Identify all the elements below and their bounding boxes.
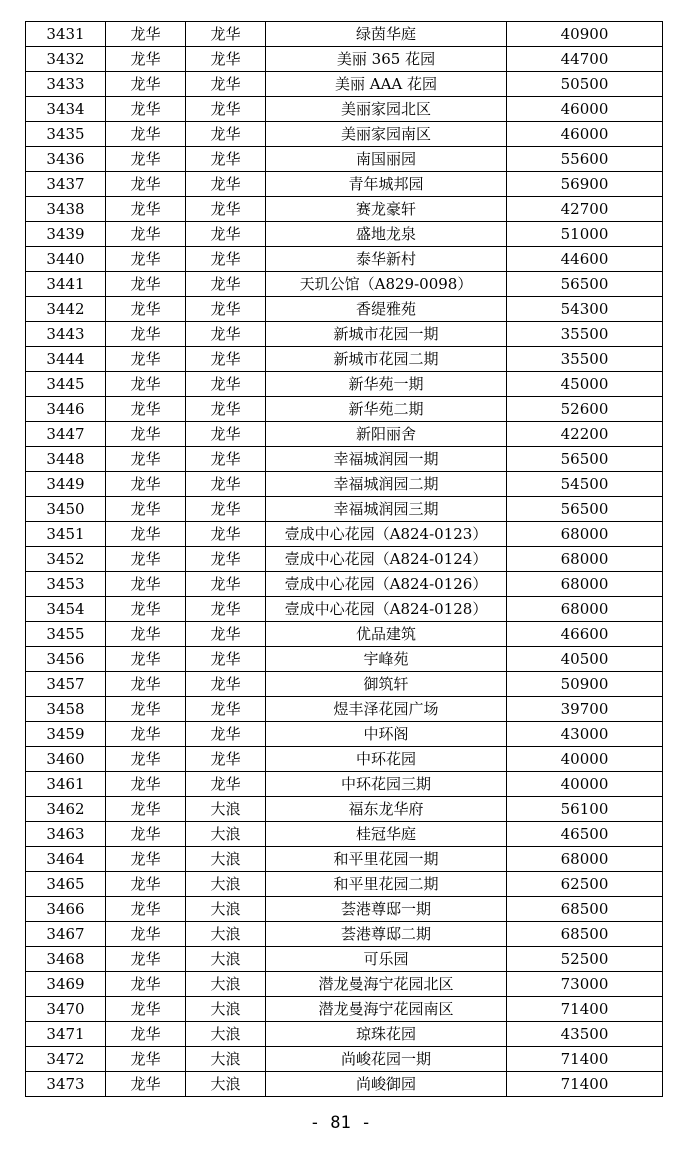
- street-cell: 龙华: [186, 622, 266, 647]
- street-cell: 大浪: [186, 1022, 266, 1047]
- table-row: [26, 722, 663, 747]
- reference-price-cell: 68500: [507, 922, 663, 947]
- community-name-cell: 和平里花园二期: [266, 872, 507, 897]
- district-cell: 龙华: [106, 947, 186, 972]
- district-cell: 龙华: [106, 897, 186, 922]
- reference-price-cell: 54500: [507, 472, 663, 497]
- serial-number-cell: 3435: [26, 122, 106, 147]
- table-row: [26, 572, 663, 597]
- community-name-cell: 盛地龙泉: [266, 222, 507, 247]
- table-row: [26, 697, 663, 722]
- community-name-cell: 香缇雅苑: [266, 297, 507, 322]
- reference-price-cell: 71400: [507, 1047, 663, 1072]
- table-row: [26, 72, 663, 97]
- reference-price-cell: 62500: [507, 872, 663, 897]
- table-row: [26, 972, 663, 997]
- serial-number-cell: 3469: [26, 972, 106, 997]
- community-name-cell: 赛龙豪轩: [266, 197, 507, 222]
- table-row: [26, 222, 663, 247]
- community-name-cell: 桂冠华庭: [266, 822, 507, 847]
- serial-number-cell: 3437: [26, 172, 106, 197]
- reference-price-cell: 56500: [507, 272, 663, 297]
- serial-number-cell: 3439: [26, 222, 106, 247]
- serial-number-cell: 3464: [26, 847, 106, 872]
- street-cell: 龙华: [186, 597, 266, 622]
- street-cell: 龙华: [186, 272, 266, 297]
- district-cell: 龙华: [106, 272, 186, 297]
- table-row: [26, 272, 663, 297]
- table-row: [26, 772, 663, 797]
- district-cell: 龙华: [106, 697, 186, 722]
- street-cell: 大浪: [186, 797, 266, 822]
- serial-number-cell: 3468: [26, 947, 106, 972]
- community-name-cell: 美丽家园南区: [266, 122, 507, 147]
- community-name-cell: 新华苑一期: [266, 372, 507, 397]
- district-cell: 龙华: [106, 422, 186, 447]
- serial-number-cell: 3452: [26, 547, 106, 572]
- street-cell: 龙华: [186, 547, 266, 572]
- district-cell: 龙华: [106, 122, 186, 147]
- serial-number-cell: 3470: [26, 997, 106, 1022]
- district-cell: 龙华: [106, 622, 186, 647]
- district-cell: 龙华: [106, 972, 186, 997]
- street-cell: 大浪: [186, 847, 266, 872]
- district-cell: 龙华: [106, 872, 186, 897]
- serial-number-cell: 3451: [26, 522, 106, 547]
- community-name-cell: 琼珠花园: [266, 1022, 507, 1047]
- reference-price-cell: 56900: [507, 172, 663, 197]
- street-cell: 大浪: [186, 897, 266, 922]
- district-cell: 龙华: [106, 397, 186, 422]
- community-name-cell: 中环阁: [266, 722, 507, 747]
- serial-number-cell: 3444: [26, 347, 106, 372]
- street-cell: 龙华: [186, 572, 266, 597]
- reference-price-cell: 46000: [507, 97, 663, 122]
- district-cell: 龙华: [106, 347, 186, 372]
- serial-number-cell: 3458: [26, 697, 106, 722]
- table-row: [26, 322, 663, 347]
- community-name-cell: 福东龙华府: [266, 797, 507, 822]
- district-cell: 龙华: [106, 1022, 186, 1047]
- street-cell: 龙华: [186, 97, 266, 122]
- community-name-cell: 中环花园三期: [266, 772, 507, 797]
- reference-price-cell: 68000: [507, 847, 663, 872]
- table-row: [26, 397, 663, 422]
- street-cell: 龙华: [186, 647, 266, 672]
- district-cell: 龙华: [106, 197, 186, 222]
- district-cell: 龙华: [106, 522, 186, 547]
- table-row: [26, 672, 663, 697]
- reference-price-cell: 73000: [507, 972, 663, 997]
- street-cell: 龙华: [186, 697, 266, 722]
- street-cell: 龙华: [186, 497, 266, 522]
- community-name-cell: 可乐园: [266, 947, 507, 972]
- district-cell: 龙华: [106, 97, 186, 122]
- street-cell: 龙华: [186, 372, 266, 397]
- table-row: [26, 597, 663, 622]
- community-name-cell: 绿茵华庭: [266, 22, 507, 47]
- reference-price-cell: 42700: [507, 197, 663, 222]
- community-name-cell: 幸福城润园二期: [266, 472, 507, 497]
- district-cell: 龙华: [106, 997, 186, 1022]
- district-cell: 龙华: [106, 72, 186, 97]
- district-cell: 龙华: [106, 647, 186, 672]
- community-name-cell: 荟港尊邸一期: [266, 897, 507, 922]
- table-row: [26, 197, 663, 222]
- district-cell: 龙华: [106, 1072, 186, 1097]
- table-row: [26, 1047, 663, 1072]
- reference-price-cell: 43500: [507, 1022, 663, 1047]
- community-name-cell: 天玑公馆（A829-0098）: [266, 272, 507, 297]
- serial-number-cell: 3472: [26, 1047, 106, 1072]
- table-row: [26, 522, 663, 547]
- street-cell: 龙华: [186, 197, 266, 222]
- reference-price-cell: 68000: [507, 597, 663, 622]
- reference-price-cell: 40000: [507, 772, 663, 797]
- reference-price-cell: 44700: [507, 47, 663, 72]
- community-name-cell: 潜龙曼海宁花园北区: [266, 972, 507, 997]
- serial-number-cell: 3460: [26, 747, 106, 772]
- table-row: [26, 47, 663, 72]
- reference-price-cell: 35500: [507, 322, 663, 347]
- serial-number-cell: 3440: [26, 247, 106, 272]
- table-row: [26, 647, 663, 672]
- district-cell: 龙华: [106, 472, 186, 497]
- community-name-cell: 优品建筑: [266, 622, 507, 647]
- reference-price-cell: 68000: [507, 547, 663, 572]
- serial-number-cell: 3438: [26, 197, 106, 222]
- serial-number-cell: 3459: [26, 722, 106, 747]
- community-name-cell: 新城市花园一期: [266, 322, 507, 347]
- community-name-cell: 新阳丽舍: [266, 422, 507, 447]
- community-name-cell: 潜龙曼海宁花园南区: [266, 997, 507, 1022]
- district-cell: 龙华: [106, 597, 186, 622]
- district-cell: 龙华: [106, 572, 186, 597]
- table-row: [26, 297, 663, 322]
- community-name-cell: 壹成中心花园（A824-0123）: [266, 522, 507, 547]
- serial-number-cell: 3433: [26, 72, 106, 97]
- serial-number-cell: 3445: [26, 372, 106, 397]
- serial-number-cell: 3432: [26, 47, 106, 72]
- community-name-cell: 宇峰苑: [266, 647, 507, 672]
- district-cell: 龙华: [106, 372, 186, 397]
- reference-price-cell: 50500: [507, 72, 663, 97]
- serial-number-cell: 3450: [26, 497, 106, 522]
- serial-number-cell: 3456: [26, 647, 106, 672]
- community-name-cell: 尚峻花园一期: [266, 1047, 507, 1072]
- reference-price-cell: 35500: [507, 347, 663, 372]
- table-row: [26, 622, 663, 647]
- table-row: [26, 947, 663, 972]
- street-cell: 龙华: [186, 347, 266, 372]
- table-row: [26, 997, 663, 1022]
- reference-price-cell: 56500: [507, 497, 663, 522]
- district-cell: 龙华: [106, 922, 186, 947]
- serial-number-cell: 3443: [26, 322, 106, 347]
- street-cell: 龙华: [186, 172, 266, 197]
- serial-number-cell: 3446: [26, 397, 106, 422]
- serial-number-cell: 3466: [26, 897, 106, 922]
- community-name-cell: 美丽家园北区: [266, 97, 507, 122]
- serial-number-cell: 3455: [26, 622, 106, 647]
- district-cell: 龙华: [106, 747, 186, 772]
- street-cell: 龙华: [186, 247, 266, 272]
- table-row: [26, 347, 663, 372]
- reference-price-cell: 40900: [507, 22, 663, 47]
- serial-number-cell: 3465: [26, 872, 106, 897]
- table-row: [26, 172, 663, 197]
- community-name-cell: 中环花园: [266, 747, 507, 772]
- street-cell: 大浪: [186, 872, 266, 897]
- community-name-cell: 新华苑二期: [266, 397, 507, 422]
- street-cell: 大浪: [186, 947, 266, 972]
- serial-number-cell: 3431: [26, 22, 106, 47]
- reference-price-cell: 52600: [507, 397, 663, 422]
- district-cell: 龙华: [106, 772, 186, 797]
- street-cell: 龙华: [186, 22, 266, 47]
- district-cell: 龙华: [106, 547, 186, 572]
- reference-price-cell: 46500: [507, 822, 663, 847]
- community-name-cell: 新城市花园二期: [266, 347, 507, 372]
- street-cell: 大浪: [186, 1072, 266, 1097]
- street-cell: 大浪: [186, 1047, 266, 1072]
- reference-price-cell: 39700: [507, 697, 663, 722]
- reference-price-cell: 56100: [507, 797, 663, 822]
- serial-number-cell: 3448: [26, 447, 106, 472]
- community-name-cell: 煜丰泽花园广场: [266, 697, 507, 722]
- district-cell: 龙华: [106, 822, 186, 847]
- serial-number-cell: 3471: [26, 1022, 106, 1047]
- district-cell: 龙华: [106, 1047, 186, 1072]
- reference-price-cell: 45000: [507, 372, 663, 397]
- reference-price-cell: 71400: [507, 1072, 663, 1097]
- serial-number-cell: 3453: [26, 572, 106, 597]
- street-cell: 龙华: [186, 522, 266, 547]
- community-name-cell: 壹成中心花园（A824-0124）: [266, 547, 507, 572]
- reference-price-cell: 51000: [507, 222, 663, 247]
- reference-price-cell: 68500: [507, 897, 663, 922]
- street-cell: 龙华: [186, 747, 266, 772]
- table-row: [26, 497, 663, 522]
- serial-number-cell: 3449: [26, 472, 106, 497]
- street-cell: 龙华: [186, 47, 266, 72]
- serial-number-cell: 3457: [26, 672, 106, 697]
- reference-price-cell: 71400: [507, 997, 663, 1022]
- street-cell: 龙华: [186, 447, 266, 472]
- district-cell: 龙华: [106, 497, 186, 522]
- table-row: [26, 472, 663, 497]
- district-cell: 龙华: [106, 672, 186, 697]
- table-row: [26, 872, 663, 897]
- table-row: [26, 897, 663, 922]
- district-cell: 龙华: [106, 172, 186, 197]
- serial-number-cell: 3436: [26, 147, 106, 172]
- district-cell: 龙华: [106, 222, 186, 247]
- reference-price-cell: 54300: [507, 297, 663, 322]
- serial-number-cell: 3467: [26, 922, 106, 947]
- street-cell: 龙华: [186, 122, 266, 147]
- table-row: [26, 747, 663, 772]
- table-row: [26, 97, 663, 122]
- reference-price-cell: 68000: [507, 522, 663, 547]
- table-row: [26, 797, 663, 822]
- serial-number-cell: 3462: [26, 797, 106, 822]
- street-cell: 大浪: [186, 822, 266, 847]
- serial-number-cell: 3434: [26, 97, 106, 122]
- street-cell: 龙华: [186, 672, 266, 697]
- reference-price-cell: 52500: [507, 947, 663, 972]
- district-cell: 龙华: [106, 322, 186, 347]
- street-cell: 龙华: [186, 397, 266, 422]
- district-cell: 龙华: [106, 447, 186, 472]
- reference-price-cell: 56500: [507, 447, 663, 472]
- district-cell: 龙华: [106, 797, 186, 822]
- community-name-cell: 御筑轩: [266, 672, 507, 697]
- street-cell: 龙华: [186, 297, 266, 322]
- community-name-cell: 和平里花园一期: [266, 847, 507, 872]
- street-cell: 龙华: [186, 222, 266, 247]
- street-cell: 龙华: [186, 147, 266, 172]
- community-name-cell: 美丽 AAA 花园: [266, 72, 507, 97]
- district-cell: 龙华: [106, 22, 186, 47]
- serial-number-cell: 3463: [26, 822, 106, 847]
- reference-price-cell: 42200: [507, 422, 663, 447]
- reference-price-cell: 55600: [507, 147, 663, 172]
- reference-price-cell: 40500: [507, 647, 663, 672]
- street-cell: 龙华: [186, 722, 266, 747]
- community-name-cell: 泰华新村: [266, 247, 507, 272]
- community-name-cell: 壹成中心花园（A824-0128）: [266, 597, 507, 622]
- table-row: [26, 822, 663, 847]
- serial-number-cell: 3442: [26, 297, 106, 322]
- community-name-cell: 幸福城润园一期: [266, 447, 507, 472]
- community-name-cell: 青年城邦园: [266, 172, 507, 197]
- community-name-cell: 壹成中心花园（A824-0126）: [266, 572, 507, 597]
- community-name-cell: 尚峻御园: [266, 1072, 507, 1097]
- reference-price-cell: 46000: [507, 122, 663, 147]
- reference-price-cell: 44600: [507, 247, 663, 272]
- district-cell: 龙华: [106, 47, 186, 72]
- street-cell: 龙华: [186, 72, 266, 97]
- table-row: [26, 922, 663, 947]
- table-row: [26, 447, 663, 472]
- table-row: [26, 1022, 663, 1047]
- table-row: [26, 547, 663, 572]
- community-name-cell: 荟港尊邸二期: [266, 922, 507, 947]
- reference-price-cell: 46600: [507, 622, 663, 647]
- street-cell: 龙华: [186, 322, 266, 347]
- community-name-cell: 南国丽园: [266, 147, 507, 172]
- price-table: [25, 21, 663, 1097]
- table-row: [26, 1072, 663, 1097]
- table-row: [26, 122, 663, 147]
- serial-number-cell: 3447: [26, 422, 106, 447]
- street-cell: 大浪: [186, 922, 266, 947]
- page-number: - 81 -: [309, 1113, 372, 1133]
- reference-price-cell: 68000: [507, 572, 663, 597]
- street-cell: 龙华: [186, 772, 266, 797]
- street-cell: 龙华: [186, 472, 266, 497]
- table-body: [26, 22, 663, 1097]
- table-row: [26, 372, 663, 397]
- table-row: [26, 847, 663, 872]
- table-row: [26, 22, 663, 47]
- district-cell: 龙华: [106, 847, 186, 872]
- reference-price-cell: 50900: [507, 672, 663, 697]
- serial-number-cell: 3454: [26, 597, 106, 622]
- community-name-cell: 美丽 365 花园: [266, 47, 507, 72]
- district-cell: 龙华: [106, 722, 186, 747]
- district-cell: 龙华: [106, 297, 186, 322]
- reference-price-cell: 40000: [507, 747, 663, 772]
- table-row: [26, 422, 663, 447]
- reference-price-cell: 43000: [507, 722, 663, 747]
- community-name-cell: 幸福城润园三期: [266, 497, 507, 522]
- street-cell: 大浪: [186, 997, 266, 1022]
- serial-number-cell: 3473: [26, 1072, 106, 1097]
- street-cell: 大浪: [186, 972, 266, 997]
- serial-number-cell: 3441: [26, 272, 106, 297]
- district-cell: 龙华: [106, 147, 186, 172]
- table-row: [26, 147, 663, 172]
- district-cell: 龙华: [106, 247, 186, 272]
- serial-number-cell: 3461: [26, 772, 106, 797]
- street-cell: 龙华: [186, 422, 266, 447]
- table-row: [26, 247, 663, 272]
